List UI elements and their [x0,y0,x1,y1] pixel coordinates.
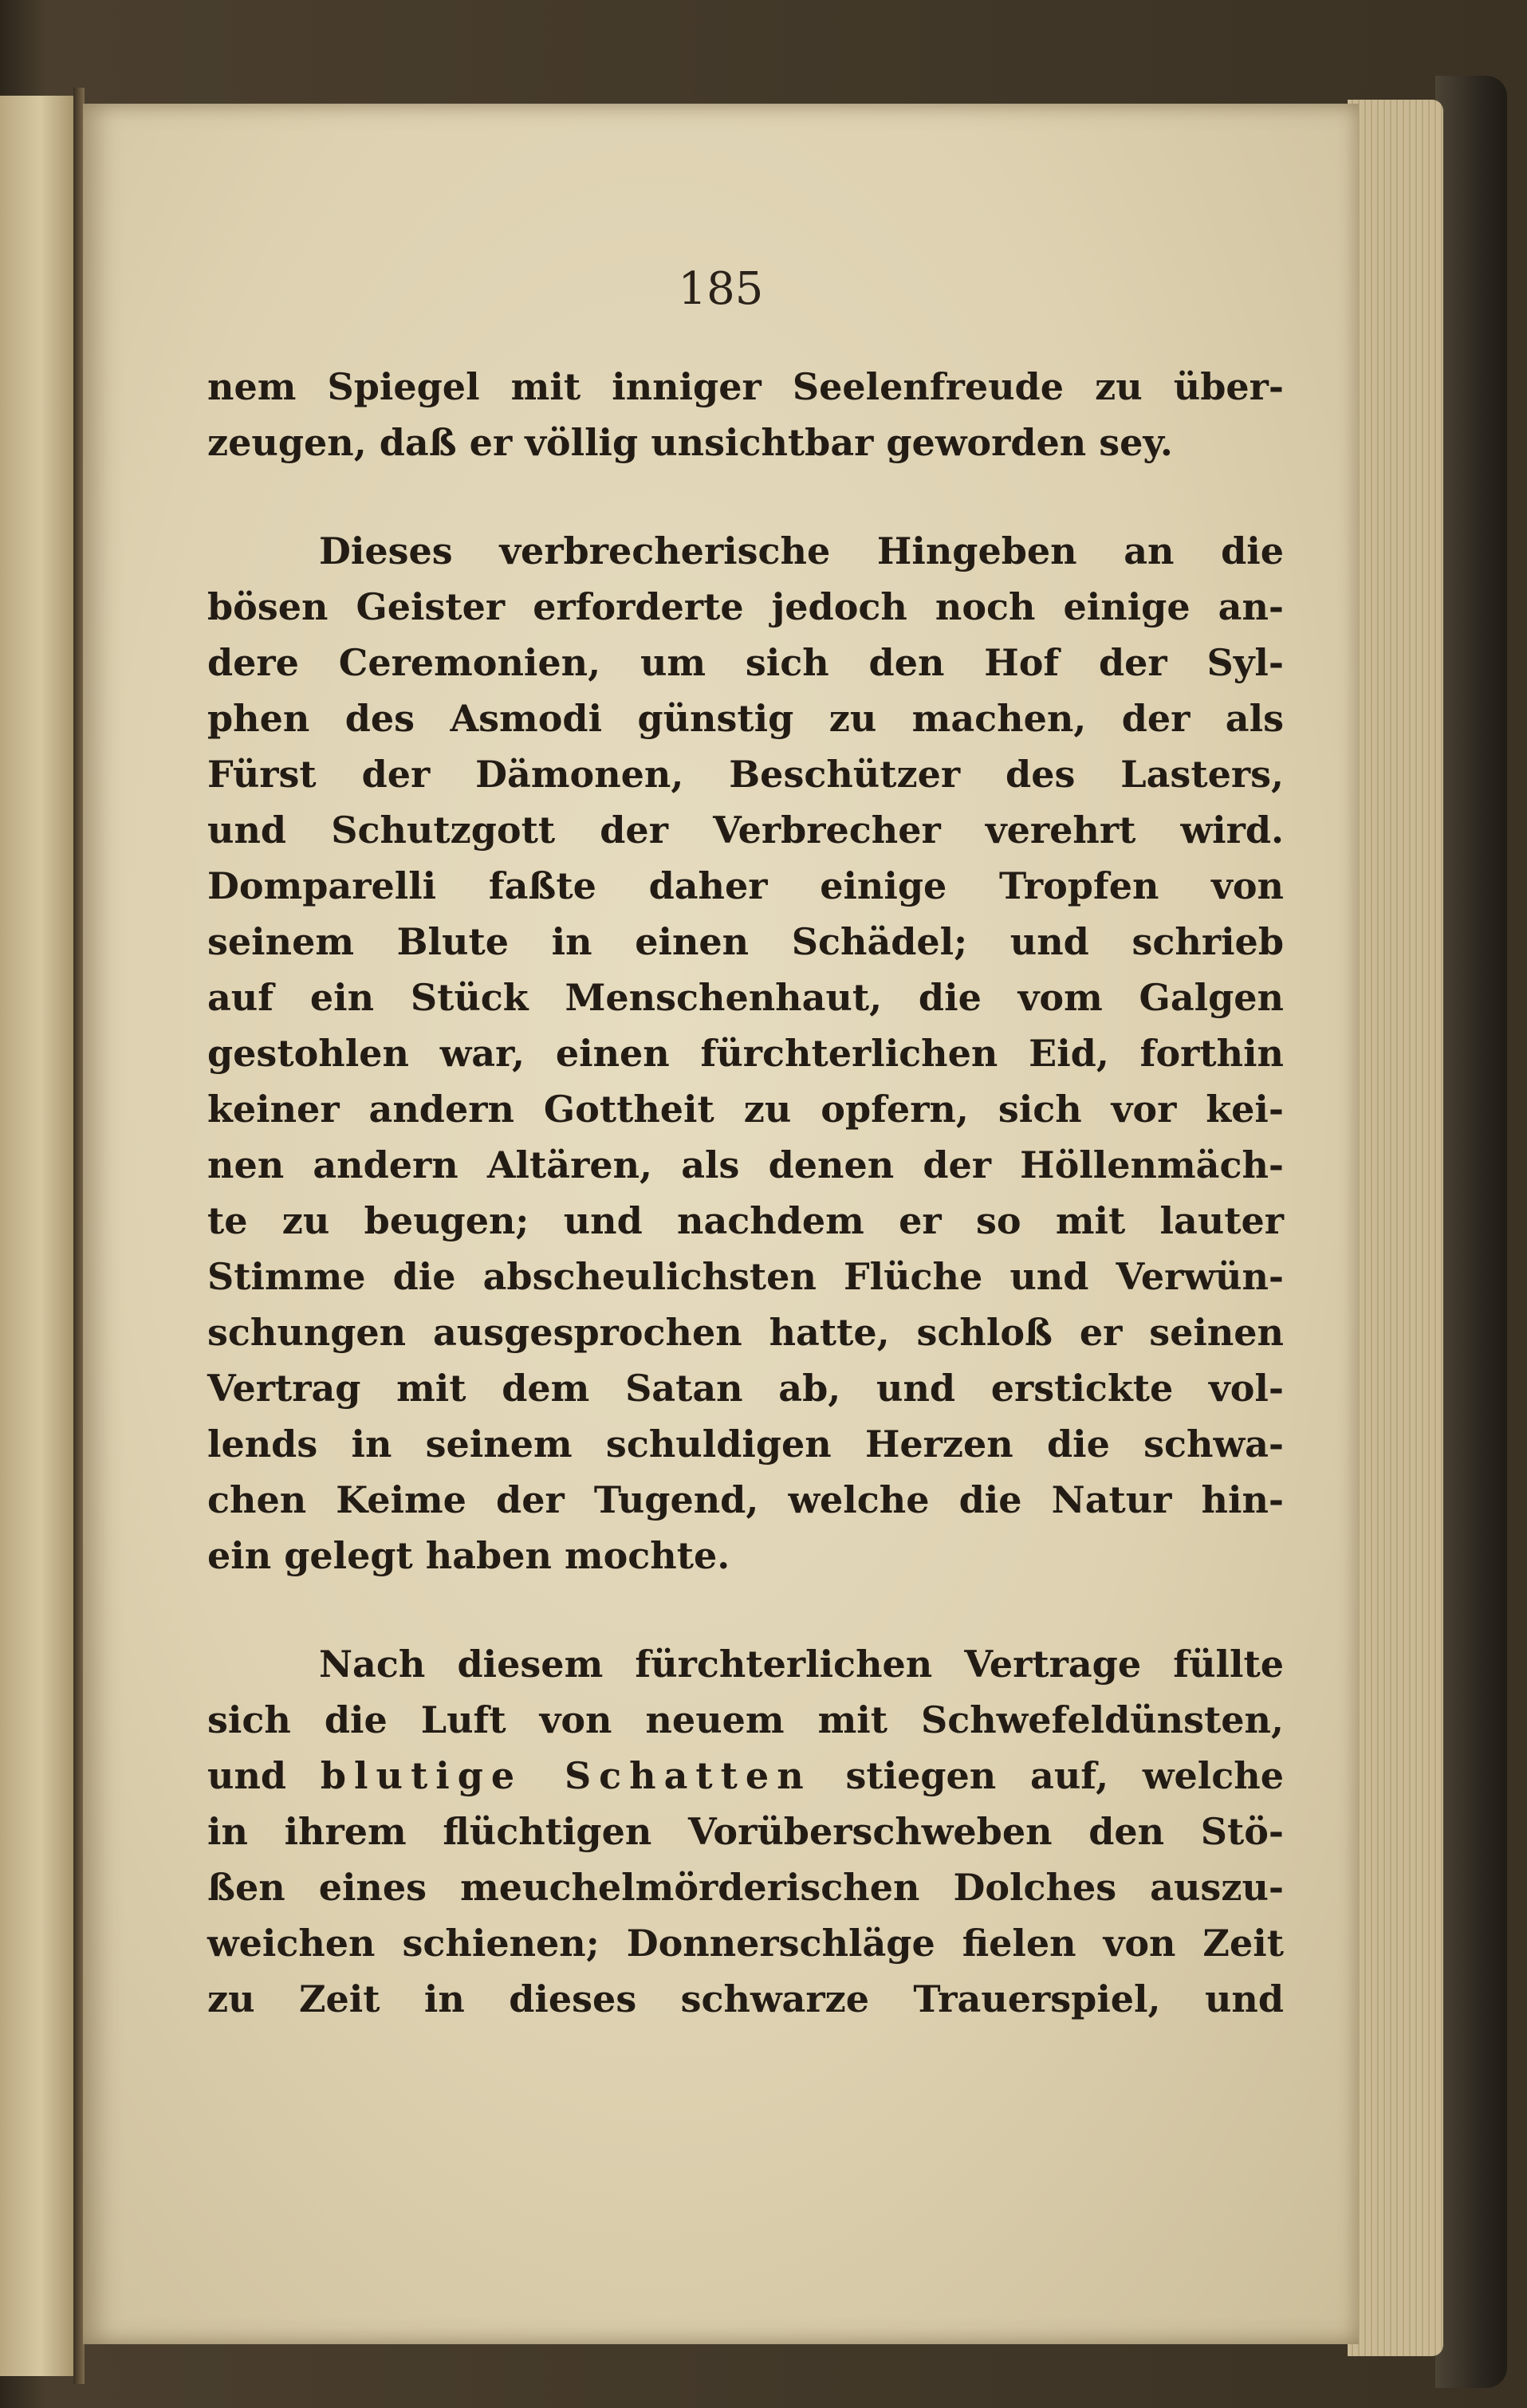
text-line: nen andern Altären, als denen der Höllenmäch- [207,1143,1284,1186]
text-line: seinem Blute in einen Schädel; und schrieb [207,920,1284,963]
text-line: phen des Asmodi günstig zu machen, der als [207,697,1284,740]
text-line: sich die Luft von neuem mit Schwefeldünsten, [207,1698,1284,1741]
previous-page-edge [0,96,76,2376]
text-line: schungen ausgesprochen hatte, schloß er seinen [207,1311,1284,1354]
text-line: Nach diesem fürchterlichen Vertrage füllte [319,1643,1284,1686]
text-line: Domparelli faßte daher einige Tropfen von [207,864,1284,907]
spaced-emphasis: blutige Schatten [320,1754,812,1797]
paragraph-gap [207,470,1284,523]
text-line: chen Keime der Tugend, welche die Natur hin- [207,1478,1284,1521]
text-line: gestohlen war, einen fürchterlichen Eid, forthin [207,1032,1284,1075]
text-line: nem Spiegel mit inniger Seelenfreude zu über- [207,365,1284,408]
text-line: Vertrag mit dem Satan ab, und erstickte vol- [207,1367,1284,1410]
text-line: ein gelegt haben mochte. [207,1534,730,1577]
page-number: 185 [678,263,764,315]
text-line: ßen eines meuchelmörderischen Dolches auszu- [207,1866,1284,1909]
text-line: und Schutzgott der Verbrecher verehrt wird. [207,809,1284,852]
text-line: zu Zeit in dieses schwarze Trauerspiel, und [207,1977,1284,2020]
paragraph-gap [207,1584,1284,1636]
book-page [83,104,1359,2344]
text-line: Dieses verbrecherische Hingeben an die [319,529,1284,572]
text-line: weichen schienen; Donnerschläge fielen von Zeit [207,1922,1284,1965]
text-line: zeugen, daß er völlig unsichtbar geworden sey. [207,421,1173,464]
text-line-spaced: und blutige Schatten stiegen auf, welche [207,1754,1284,1797]
text-line: auf ein Stück Menschenhaut, die vom Galgen [207,976,1284,1019]
text-line: dere Ceremonien, um sich den Hof der Syl- [207,641,1284,684]
text-line: bösen Geister erforderte jedoch noch einige an- [207,585,1284,628]
text-line: lends in seinem schuldigen Herzen die schwa- [207,1422,1284,1466]
page-stack-edges [1348,100,1443,2356]
text-line: in ihrem flüchtigen Vorüberschweben den Stö- [207,1810,1284,1853]
book-cover-edge [1435,76,1507,2388]
text-line: Stimme die abscheulichsten Flüche und Verwün- [207,1255,1284,1298]
text-line: Fürst der Dämonen, Beschützer des Lasters, [207,753,1284,796]
text-line: keiner andern Gottheit zu opfern, sich vor kei- [207,1088,1284,1131]
text-line: te zu beugen; und nachdem er so mit lauter [207,1199,1284,1242]
page-text [207,359,1284,2027]
